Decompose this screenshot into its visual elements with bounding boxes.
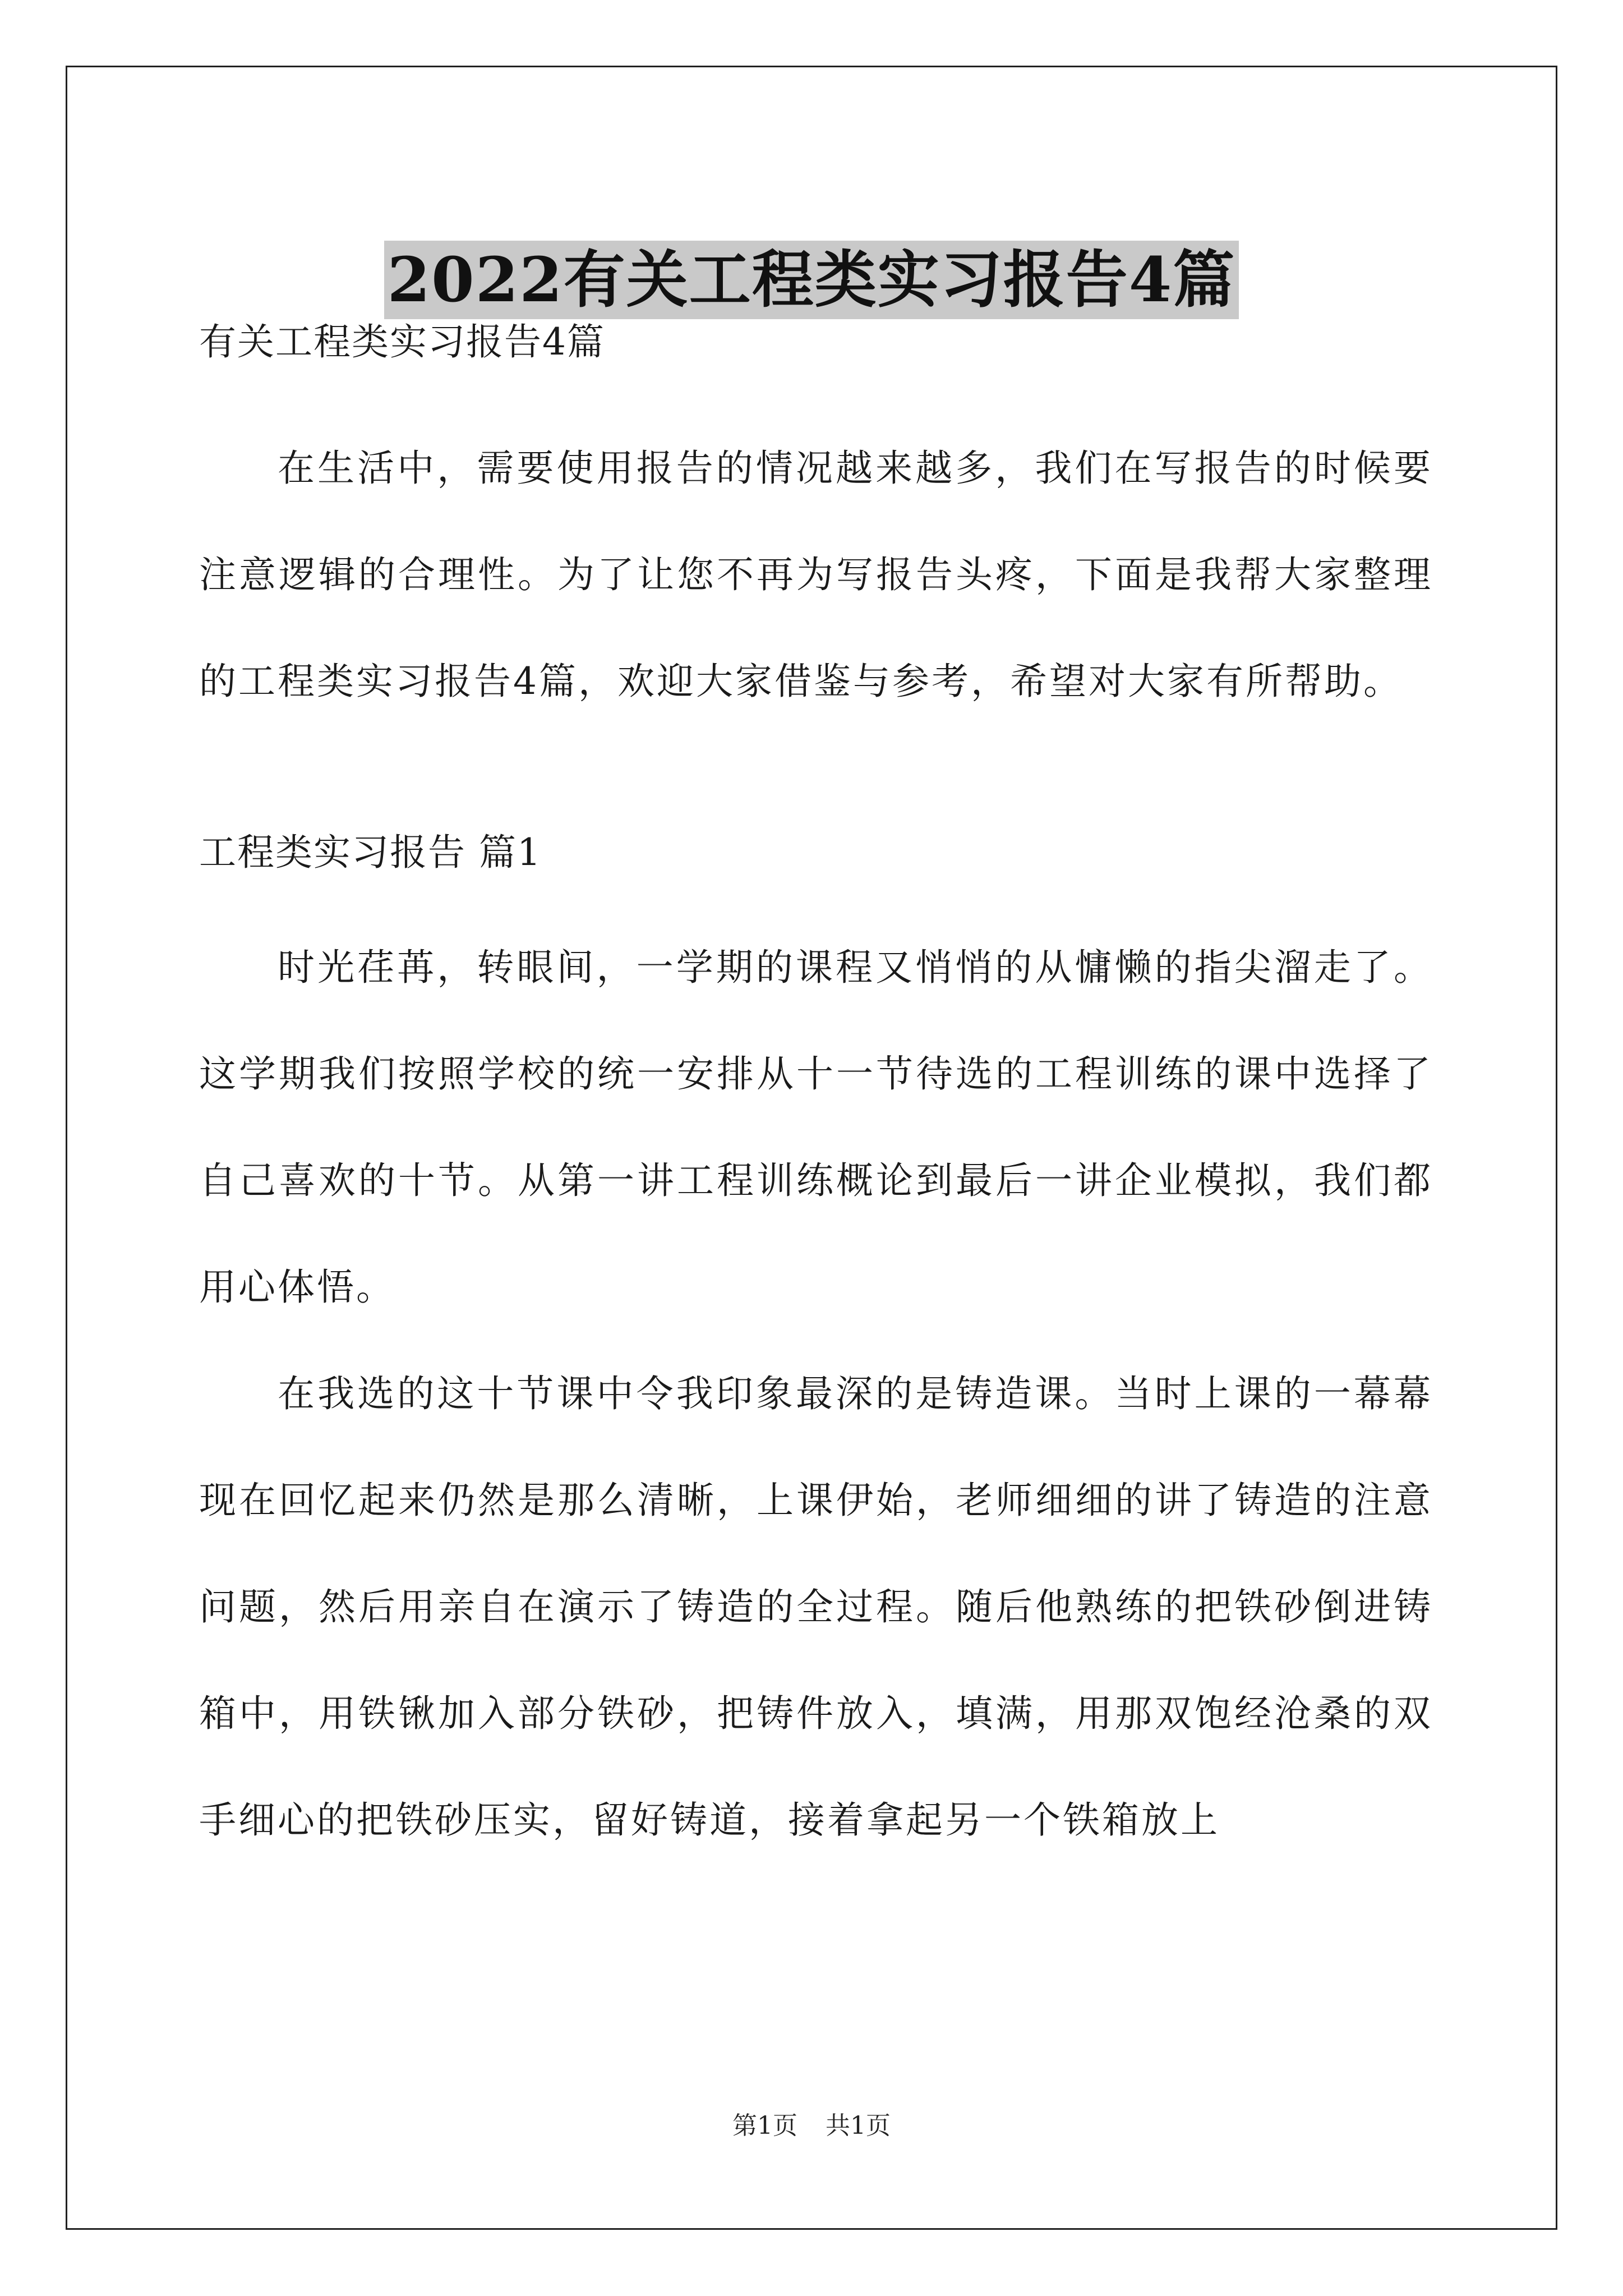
body-paragraph: 时光荏苒，转眼间，一学期的课程又悄悄的从慵懒的指尖溜走了。这学期我们按照学校的统一安排从十一节待选的工程训练的课中选择了自己喜欢的十节。从第一讲工程训练概论到最后一讲企业模拟，我们都用心体悟。 xyxy=(199,946,1433,1309)
document-body xyxy=(199,314,1433,1874)
page-footer xyxy=(0,2109,1623,2143)
intro-paragraph: 在生活中，需要使用报告的情况越来越多，我们在写报告的时候要注意逻辑的合理性。为了让您不再为写报告头疼，下面是我帮大家整理的工程类实习报告4篇，欢迎大家借鉴与参考，希望对大家有所帮助。 xyxy=(199,447,1433,703)
body-paragraph: 在我选的这十节课中令我印象最深的是铸造课。当时上课的一幕幕现在回忆起来仍然是那么清晰，上课伊始，老师细细的讲了铸造的注意问题，然后用亲自在演示了铸造的全过程。随后他熟练的把铁砂倒进铸箱中，用铁锹加入部分铁砂，把铸件放入，填满，用那双饱经沧桑的双手细心的把铁砂压实，留好铸道，接着拿起另一个铁箱放上 xyxy=(199,1372,1433,1842)
page-number-current: 第1页 xyxy=(732,2111,797,2140)
section-heading: 工程类实习报告 篇1 xyxy=(199,831,542,874)
document-subtitle: 有关工程类实习报告4篇 xyxy=(199,320,605,364)
section-spacer xyxy=(199,735,1433,825)
page-number-total: 共1页 xyxy=(826,2111,891,2140)
document-title: 2022有关工程类实习报告4篇 xyxy=(384,241,1239,319)
